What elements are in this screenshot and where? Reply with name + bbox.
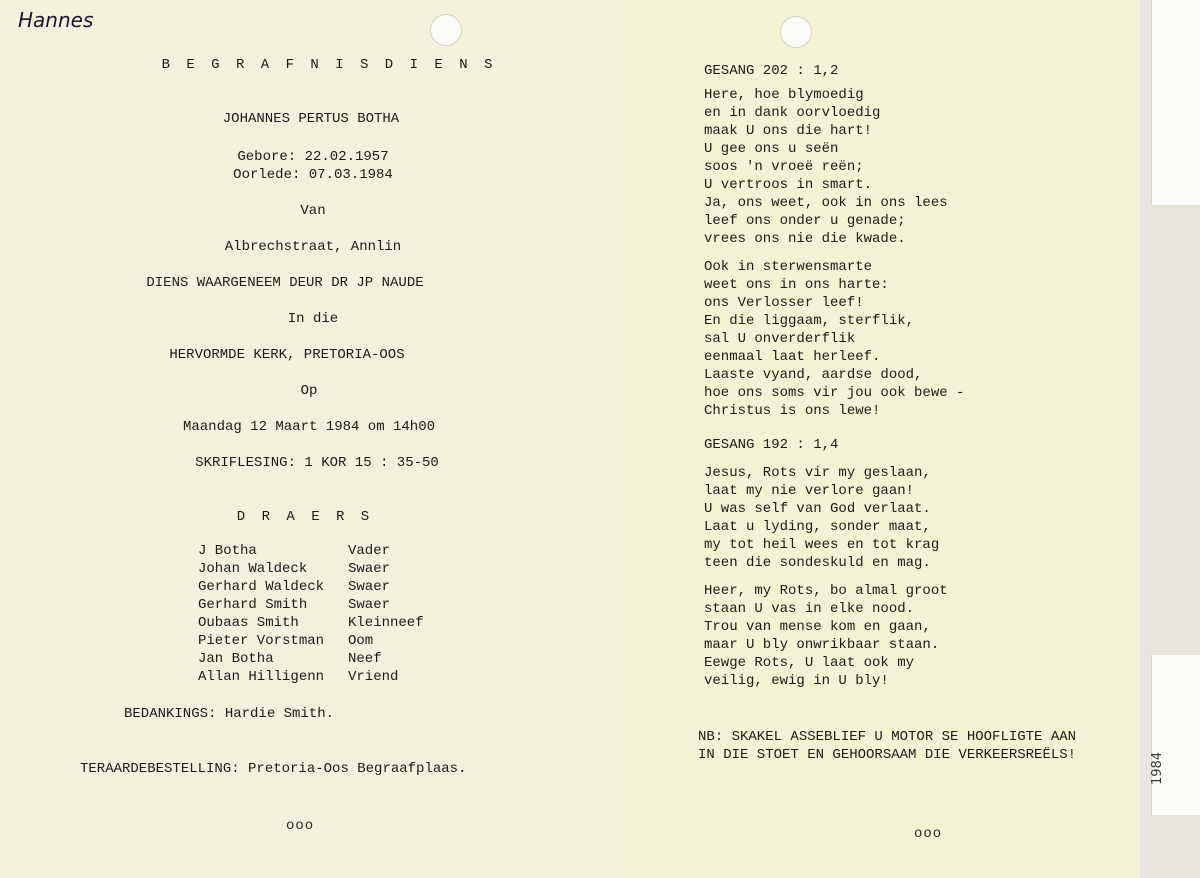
edge-paper-top bbox=[1151, 0, 1200, 205]
verse-line: ons Verlosser leef! bbox=[704, 295, 864, 311]
verse-line: Ja, ons weet, ook in ons lees bbox=[704, 195, 948, 211]
death-date: Oorlede: 07.03.1984 bbox=[233, 167, 393, 183]
hymn2-verse1 bbox=[704, 464, 939, 572]
service-leader: DIENS WAARGENEEM DEUR DR JP NAUDE bbox=[146, 275, 424, 291]
bearer-row bbox=[198, 560, 424, 578]
punch-hole bbox=[780, 16, 812, 48]
bearer-name: Johan Waldeck bbox=[198, 561, 308, 577]
document-title: B E G R A F N I S D I E N S bbox=[161, 57, 497, 73]
acknowledgements: BEDANKINGS: Hardie Smith. bbox=[124, 706, 335, 722]
verse-line: leef ons onder u genade; bbox=[704, 213, 906, 229]
service-datetime: Maandag 12 Maart 1984 om 14h00 bbox=[182, 419, 436, 435]
verse-line: staan U vas in elke nood. bbox=[704, 601, 915, 617]
verse-line: U gee ons u seën bbox=[704, 141, 839, 157]
verse-line: Christus is ons lewe! bbox=[704, 403, 881, 419]
bearer-name: Jan Botha bbox=[198, 651, 274, 667]
bearers-title: D R A E R S bbox=[236, 509, 374, 525]
bearer-name: Oubaas Smith bbox=[198, 615, 299, 631]
bearer-relation: Kleinneef bbox=[348, 615, 424, 631]
handwritten-name: Hannes bbox=[18, 8, 94, 32]
bearer-row bbox=[198, 596, 424, 614]
bearer-relation: Neef bbox=[348, 651, 382, 667]
end-mark: ooo bbox=[286, 818, 315, 834]
birth-date: Gebore: 22.02.1957 bbox=[237, 149, 389, 165]
notice-line: IN DIE STOET EN GEHOORSAAM DIE VERKEERSREËLS! bbox=[698, 747, 1077, 763]
verse-line: Ook in sterwensmarte bbox=[704, 259, 873, 275]
hymn1-verse1 bbox=[704, 86, 948, 248]
punch-hole bbox=[430, 14, 462, 46]
from-label: Van bbox=[300, 203, 326, 219]
bearer-relation: Swaer bbox=[348, 579, 391, 595]
in-label: In die bbox=[287, 311, 339, 327]
bearer-name: Gerhard Smith bbox=[198, 597, 308, 613]
verse-line: vrees ons nie die kwade. bbox=[704, 231, 906, 247]
edge-paper-bottom bbox=[1151, 655, 1200, 815]
bearer-row bbox=[198, 650, 424, 668]
verse-line: Laat u lyding, sonder maat, bbox=[704, 519, 931, 535]
hymn2-verse2 bbox=[704, 582, 948, 690]
notice-line: NB: SKAKEL ASSEBLIEF U MOTOR SE HOOFLIGTE AAN bbox=[698, 729, 1077, 745]
verse-line: soos 'n vroeë reën; bbox=[704, 159, 864, 175]
verse-line: U vertroos in smart. bbox=[704, 177, 873, 193]
end-mark: ooo bbox=[914, 826, 943, 842]
hymn1-verse2 bbox=[704, 258, 964, 420]
verse-line: Trou van mense kom en gaan, bbox=[704, 619, 931, 635]
verse-line: Here, hoe blymoedig bbox=[704, 87, 864, 103]
verse-line: U was self van God verlaat. bbox=[704, 501, 931, 517]
verse-line: maak U ons die hart! bbox=[704, 123, 873, 139]
scripture-reading: SKRIFLESING: 1 KOR 15 : 35-50 bbox=[195, 455, 439, 471]
verse-line: Eewge Rots, U laat ook my bbox=[704, 655, 915, 671]
bearer-row bbox=[198, 668, 424, 686]
on-label: Op bbox=[300, 383, 318, 399]
verse-line: Heer, my Rots, bo almal groot bbox=[704, 583, 948, 599]
verse-line: maar U bly onwrikbaar staan. bbox=[704, 637, 940, 653]
verse-line: Jesus, Rots vir my geslaan, bbox=[704, 465, 931, 481]
verse-line: sal U onverderflik bbox=[704, 331, 856, 347]
verse-line: teen die sondeskuld en mag. bbox=[704, 555, 931, 571]
verse-line: En die liggaam, sterflik, bbox=[704, 313, 915, 329]
bearer-relation: Oom bbox=[348, 633, 374, 649]
bearer-row bbox=[198, 614, 424, 632]
deceased-name: JOHANNES PERTUS BOTHA bbox=[222, 111, 400, 127]
hymn2-title: GESANG 192 : 1,4 bbox=[704, 437, 839, 453]
bearer-name: Gerhard Waldeck bbox=[198, 579, 325, 595]
hymn1-title: GESANG 202 : 1,2 bbox=[704, 63, 839, 79]
bearer-row bbox=[198, 578, 424, 596]
bearer-row bbox=[198, 542, 424, 560]
traffic-notice bbox=[698, 728, 1076, 764]
verse-line: weet ons in ons harte: bbox=[704, 277, 889, 293]
bearer-relation: Swaer bbox=[348, 597, 391, 613]
scanner-edge-strip bbox=[1140, 0, 1200, 878]
bearer-name: J Botha bbox=[198, 543, 257, 559]
verse-line: veilig, ewig in U bly! bbox=[704, 673, 889, 689]
bearer-row bbox=[198, 632, 424, 650]
margin-note: 1984 bbox=[1150, 751, 1165, 785]
bearer-relation: Vader bbox=[348, 543, 391, 559]
church: HERVORMDE KERK, PRETORIA-OOS bbox=[169, 347, 405, 363]
verse-line: eenmaal laat herleef. bbox=[704, 349, 881, 365]
verse-line: hoe ons soms vir jou ook bewe - bbox=[704, 385, 965, 401]
verse-line: my tot heil wees en tot krag bbox=[704, 537, 940, 553]
verse-line: Laaste vyand, aardse dood, bbox=[704, 367, 923, 383]
verse-line: laat my nie verlore gaan! bbox=[704, 483, 915, 499]
bearer-name: Allan Hilligenn bbox=[198, 669, 325, 685]
bearer-name: Pieter Vorstman bbox=[198, 633, 325, 649]
bearer-relation: Swaer bbox=[348, 561, 391, 577]
bearers-list bbox=[198, 542, 424, 686]
bearer-relation: Vriend bbox=[348, 669, 399, 685]
burial-location: TERAARDEBESTELLING: Pretoria-Oos Begraafplaas. bbox=[80, 761, 467, 777]
verse-line: en in dank oorvloedig bbox=[704, 105, 881, 121]
address: Albrechstraat, Annlin bbox=[224, 239, 402, 255]
